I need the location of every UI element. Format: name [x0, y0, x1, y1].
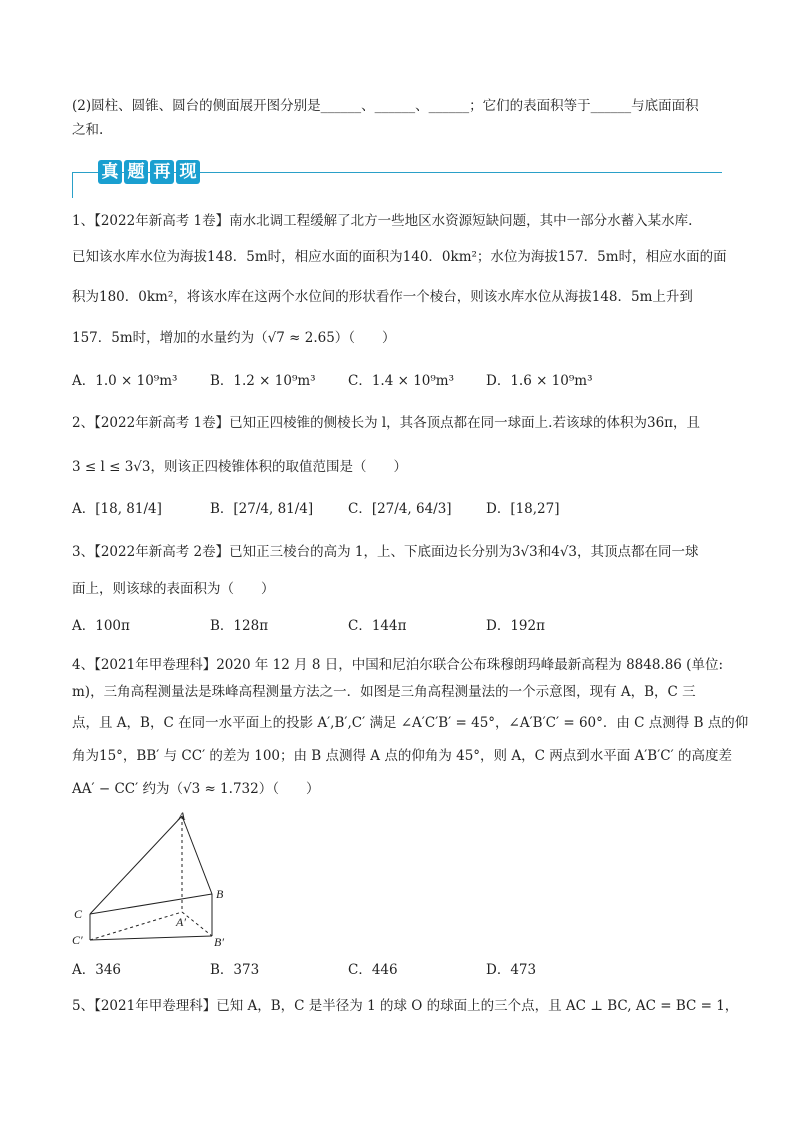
- q1-line-4: 157．5m时，增加的水量约为（√7 ≈ 2.65）（ ）: [72, 330, 396, 346]
- q1-line-2: 已知该水库水位为海拔148．5m时，相应水面的面积为140．0km²；水位为海拔157．5m时，相应水面的面: [72, 249, 727, 265]
- q1-option-b[interactable]: B．1.2 × 10⁹m³: [210, 373, 316, 389]
- q4-option-a[interactable]: A．346: [72, 962, 122, 978]
- label-Ap: A′: [176, 915, 186, 929]
- q4-option-d[interactable]: D．473: [486, 962, 537, 978]
- q2-line-1: 2、【2022年新高考 1卷】已知正四棱锥的侧棱长为 l，其各顶点都在同一球面上.若该球的体积为36π，且: [72, 415, 701, 431]
- q4-line-4: 角为15°，BB′ 与 CC′ 的差为 100；由 B 点测得 A 点的仰角为 45°，则 A，C 两点到水平面 A′B′C′ 的高度差: [72, 748, 732, 764]
- edge-CpBp: [90, 936, 212, 940]
- edge-ApBp: [182, 912, 212, 936]
- q4-line-3: 点，且 A，B，C 在同一水平面上的投影 A′,B′,C′ 满足 ∠A′C′B′ = 45°，∠A′B′C′ = 60°．由 C 点测得 B 点的仰: [72, 715, 749, 731]
- q5-line-1: 5、【2021年甲卷理科】已知 A，B，C 是半径为 1 的球 O 的球面上的三个点，且 AC ⊥ BC, AC = BC = 1，: [72, 998, 739, 1014]
- header-char: 再: [150, 160, 174, 184]
- label-A: A: [178, 809, 186, 823]
- intro-line-2: 之和.: [72, 122, 104, 138]
- q2-option-d[interactable]: D．[18,27]: [486, 501, 560, 517]
- edge-AC: [90, 816, 182, 914]
- label-C: C: [74, 907, 83, 921]
- q1-option-d[interactable]: D．1.6 × 10⁹m³: [486, 373, 593, 389]
- q2-option-b[interactable]: B．[27/4, 81/4]: [210, 501, 314, 517]
- label-Bp: B′: [214, 935, 224, 949]
- q4-line-1: 4、【2021年甲卷理科】2020 年 12 月 8 日，中国和尼泊尔联合公布珠穆朗玛峰最新高程为 8848.86 (单位:: [72, 657, 723, 673]
- edge-CpAp: [90, 912, 182, 940]
- q3-line-1: 3、【2022年新高考 2卷】已知正三棱台的高为 1，上、下底面边长分别为3√3和4√3，其顶点都在同一球: [72, 544, 699, 560]
- header-char: 现: [176, 160, 200, 184]
- q3-option-d[interactable]: D．192π: [486, 618, 545, 634]
- section-header: [72, 160, 722, 200]
- q4-figure: [72, 808, 252, 958]
- q3-line-2: 面上，则该球的表面积为（ ）: [72, 581, 275, 597]
- label-Cp: C′: [72, 933, 83, 947]
- intro-line-1: (2)圆柱、圆锥、圆台的侧面展开图分别是______、______、______；它们的表面积等于______与底面面积: [72, 98, 699, 114]
- header-rule-vertical: [72, 172, 73, 198]
- q3-option-a[interactable]: A．100π: [72, 618, 130, 634]
- header-char: 题: [124, 160, 148, 184]
- q1-option-c[interactable]: C．1.4 × 10⁹m³: [348, 373, 454, 389]
- q3-option-b[interactable]: B．128π: [210, 618, 269, 634]
- q4-line-2: m)，三角高程测量法是珠峰高程测量方法之一．如图是三角高程测量法的一个示意图，现有 A，B，C 三: [72, 684, 696, 700]
- label-B: B: [216, 887, 224, 901]
- header-char: 真: [98, 160, 122, 184]
- q2-option-a[interactable]: A．[18, 81/4]: [72, 501, 162, 517]
- q2-option-c[interactable]: C．[27/4, 64/3]: [348, 501, 452, 517]
- edge-CB: [90, 894, 212, 914]
- q4-option-b[interactable]: B．373: [210, 962, 260, 978]
- edge-AB: [182, 816, 212, 894]
- q2-line-2: 3 ≤ l ≤ 3√3，则该正四棱锥体积的取值范围是（ ）: [72, 459, 407, 475]
- q1-line-3: 积为180．0km²，将该水库在这两个水位间的形状看作一个棱台，则该水库水位从海拔148．5m上升到: [72, 289, 693, 305]
- q1-option-a[interactable]: A．1.0 × 10⁹m³: [72, 373, 178, 389]
- q4-line-5: AA′ − CC′ 约为（√3 ≈ 1.732）（ ）: [72, 781, 320, 797]
- q3-option-c[interactable]: C．144π: [348, 618, 407, 634]
- q1-line-1: 1、【2022年新高考 1卷】南水北调工程缓解了北方一些地区水资源短缺问题，其中一部分水蓄入某水库.: [72, 213, 693, 229]
- q4-option-c[interactable]: C．446: [348, 962, 398, 978]
